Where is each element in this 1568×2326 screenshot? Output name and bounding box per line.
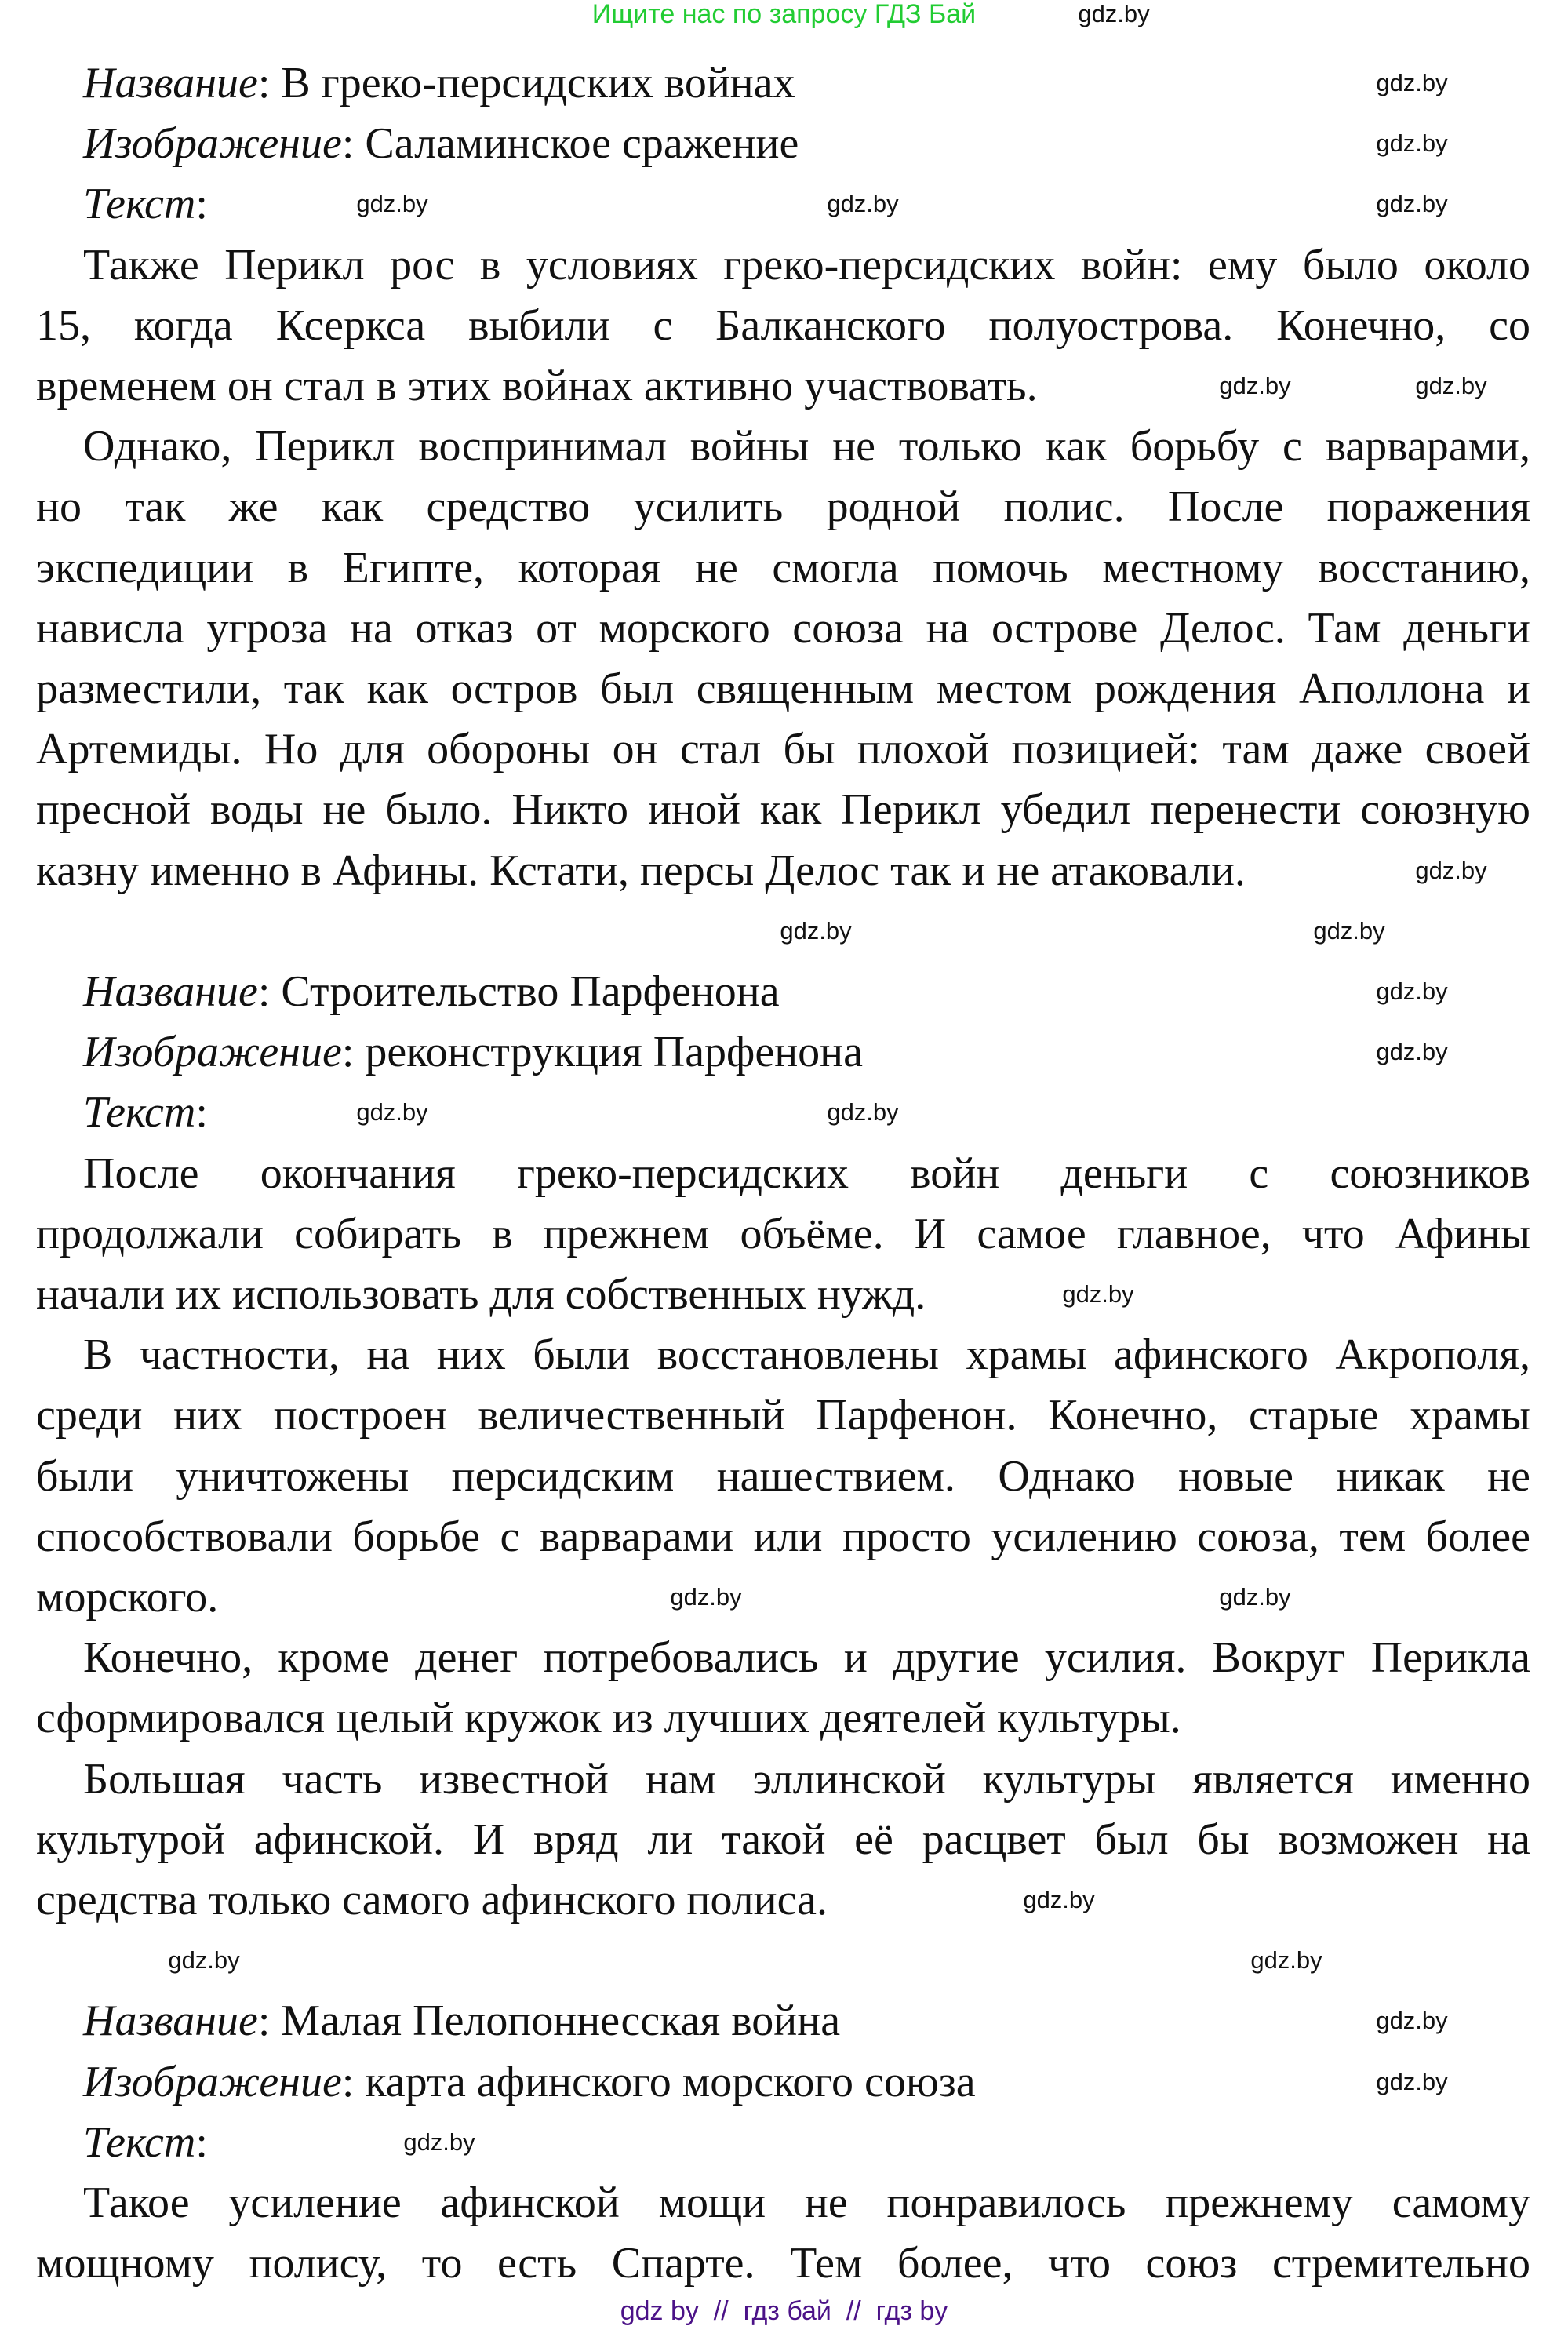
colon: :	[341, 2058, 366, 2106]
paragraph-line: морского.	[36, 1573, 219, 1622]
colon: :	[195, 1088, 208, 1137]
colon: :	[257, 1997, 282, 2045]
watermark: gdz.by	[1415, 857, 1487, 884]
colon: :	[341, 1028, 366, 1076]
paragraph-line: мощному полису, то есть Спарте. Тем более, что союз стремительно	[36, 2239, 1530, 2288]
watermark: gdz.by	[403, 2128, 475, 2156]
watermark: gdz.by	[1376, 2068, 1448, 2095]
paragraph-line: но так же как средство усилить родной полис. После поражения	[36, 482, 1530, 531]
watermark: gdz.by	[1023, 1886, 1095, 1913]
section-image-line	[83, 1027, 1530, 1077]
watermark: gdz.by	[1313, 917, 1385, 945]
watermark: gdz.by	[1376, 2007, 1448, 2034]
paragraph-line: нависла угроза на отказ от морского союза на острове Делос. Там деньги	[36, 604, 1530, 653]
watermark: gdz.by	[1219, 1583, 1291, 1611]
image-value: Саламинское сражение	[365, 119, 799, 168]
paragraph-line: начали их использовать для собственных нужд.	[36, 1270, 926, 1319]
section-text-line	[83, 1087, 1530, 1138]
paragraph-line: Однако, Перикл воспринимал войны не только как борьбу с варварами,	[83, 422, 1530, 471]
paragraph-line: 15, когда Ксеркса выбили с Балканского полуострова. Конечно, со	[36, 301, 1530, 350]
watermark: gdz.by	[1250, 1946, 1322, 1974]
image-label: Изображение	[83, 1028, 342, 1076]
watermark: gdz.by	[827, 1098, 899, 1126]
text-label: Текст	[83, 180, 196, 228]
paragraph-line: Также Перикл рос в условиях греко-персидских войн: ему было около	[83, 241, 1530, 289]
image-value: реконструкция Парфенона	[365, 1028, 863, 1076]
paragraph-line: среди них построен величественный Парфенон. Конечно, старые храмы	[36, 1391, 1530, 1440]
title-value: Строительство Парфенона	[281, 967, 780, 1016]
title-value: В греко-персидских войнах	[281, 59, 795, 107]
paragraph-line: культурой афинской. И вряд ли такой её расцвет был бы возможен на	[36, 1815, 1530, 1864]
watermark: gdz.by	[356, 190, 428, 217]
watermark: gdz.by	[1376, 1038, 1448, 1065]
section-text-line	[83, 179, 1530, 229]
footer-banner[interactable]: gdz by // гдз бай // гдз by	[620, 2296, 948, 2326]
paragraph-line: После окончания греко-персидских войн деньги с союзников	[83, 1149, 1530, 1198]
section-image-line	[83, 118, 1530, 169]
paragraph-line: временем он стал в этих войнах активно участвовать.	[36, 362, 1038, 410]
colon: :	[195, 2118, 208, 2167]
title-label: Название	[83, 59, 258, 107]
paragraph-line: средства только самого афинского полиса.	[36, 1876, 828, 1924]
section-title-line	[83, 1996, 1530, 2046]
colon: :	[257, 967, 282, 1016]
colon: :	[341, 119, 366, 168]
watermark: gdz.by	[1376, 977, 1448, 1005]
watermark: gdz.by	[1062, 1280, 1134, 1308]
image-label: Изображение	[83, 2058, 342, 2106]
paragraph-line: Большая часть известной нам эллинской культуры является именно	[83, 1755, 1530, 1804]
section-title-line	[83, 58, 1530, 108]
watermark: gdz.by	[356, 1098, 428, 1126]
colon: :	[195, 180, 208, 228]
watermark: gdz.by	[1078, 0, 1150, 27]
paragraph-line: способствовали борьбе с варварами или просто усилению союза, тем более	[36, 1512, 1530, 1561]
colon: :	[257, 59, 282, 107]
title-value: Малая Пелопоннесская война	[281, 1997, 841, 2045]
title-label: Название	[83, 1997, 258, 2045]
paragraph-line: пресной воды не было. Никто иной как Перикл убедил перенести союзную	[36, 785, 1530, 834]
text-label: Текст	[83, 1088, 196, 1137]
section-image-line	[83, 2057, 1530, 2107]
paragraph-line: продолжали собирать в прежнем объёме. И самое главное, что Афины	[36, 1210, 1530, 1258]
paragraph-line: В частности, на них были восстановлены храмы афинского Акрополя,	[83, 1330, 1530, 1379]
paragraph-line: были уничтожены персидским нашествием. Однако новые никак не	[36, 1452, 1530, 1501]
watermark: gdz.by	[1376, 129, 1448, 157]
watermark: gdz.by	[670, 1583, 742, 1611]
watermark: gdz.by	[1376, 190, 1448, 217]
paragraph-line: сформировался целый кружок из лучших деятелей культуры.	[36, 1694, 1181, 1742]
section-text-line	[83, 2117, 1530, 2168]
paragraph-line: казну именно в Афины. Кстати, персы Делос так и не атаковали.	[36, 846, 1246, 895]
section-title-line	[83, 966, 1530, 1017]
watermark: gdz.by	[1415, 372, 1487, 399]
image-value: карта афинского морского союза	[365, 2058, 976, 2106]
paragraph-line: Такое усиление афинской мощи не понравилось прежнему самому	[83, 2179, 1530, 2227]
watermark: gdz.by	[780, 917, 852, 945]
title-label: Название	[83, 967, 258, 1016]
watermark: gdz.by	[827, 190, 899, 217]
watermark: gdz.by	[1376, 69, 1448, 96]
watermark: gdz.by	[168, 1946, 240, 1974]
header-banner[interactable]: Ищите нас по запросу ГДЗ Бай	[591, 0, 977, 29]
paragraph-line: Конечно, кроме денег потребовались и другие усилия. Вокруг Перикла	[83, 1633, 1530, 1682]
paragraph-line: экспедиции в Египте, которая не смогла помочь местному восстанию,	[36, 544, 1530, 592]
text-label: Текст	[83, 2118, 196, 2167]
paragraph-line: Артемиды. Но для обороны он стал бы плохой позицией: там даже своей	[36, 725, 1530, 774]
paragraph-line: разместили, так как остров был священным местом рождения Аполлона и	[36, 664, 1530, 713]
image-label: Изображение	[83, 119, 342, 168]
watermark: gdz.by	[1219, 372, 1291, 399]
